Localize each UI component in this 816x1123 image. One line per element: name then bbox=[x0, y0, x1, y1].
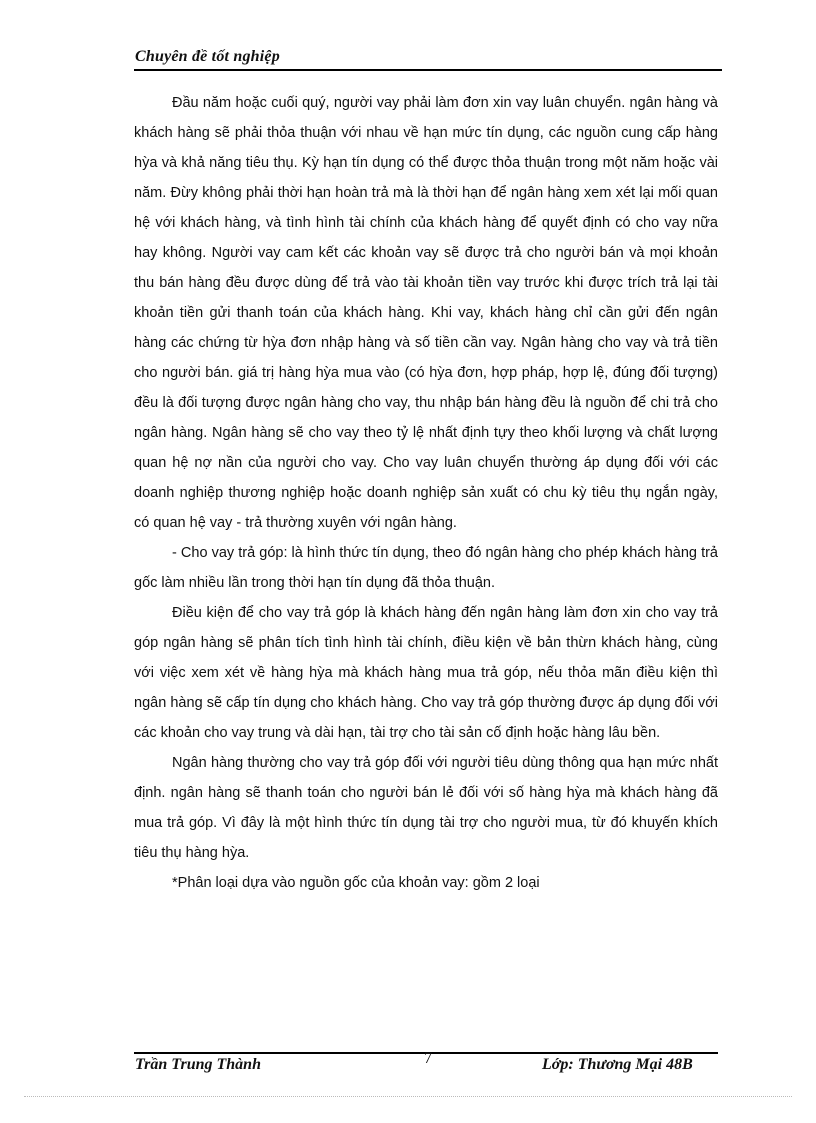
footer-class: Lớp: Thương Mại 48B bbox=[542, 1056, 693, 1073]
paragraph-installment-definition: - Cho vay trả góp: là hình thức tín dụng, theo đó ngân hàng cho phép khách hàng trả gốc làm nhiều lần trong thời hạn tín dụng đã thỏa thuận. bbox=[134, 545, 718, 591]
document-body bbox=[134, 88, 718, 898]
header-divider bbox=[134, 69, 722, 71]
paragraph-classification: *Phân loại dựa vào nguồn gốc của khoản vay: gồm 2 loại bbox=[172, 875, 540, 891]
page-boundary bbox=[24, 1096, 792, 1097]
paragraph-consumer-installment: Ngân hàng thường cho vay trả góp đối với người tiêu dùng thông qua hạn mức nhất định. ngân hàng sẽ thanh toán cho người bán lẻ đối với số hàng hỳa mà khách hàng đã mua trả góp. Vì đây là một hình thức tín dụng tài trợ cho người mua, từ đó khuyến khích tiêu thụ hàng hỳa. bbox=[134, 755, 718, 861]
page-number: 7 bbox=[424, 1050, 432, 1067]
document-header-title: Chuyên đề tốt nghiệp bbox=[135, 48, 280, 65]
paragraph-revolving-loan: Đầu năm hoặc cuối quý, người vay phải làm đơn xin vay luân chuyển. ngân hàng và khách hàng sẽ phải thỏa thuận với nhau về hạn mức tín dụng, các nguồn cung cấp hàng hỳa và khả năng tiêu thụ. Kỳ hạn tín dụng có thể được thỏa thuận trong một năm hoặc vài năm. Đừy không phải thời hạn hoàn trả mà là thời hạn để ngân hàng xem xét lại mối quan hệ với khách hàng, và tình hình tài chính của khách hàng để quyết định có cho vay nữa hay không. Người vay cam kết các khoản vay sẽ được trả cho người bán và mọi khoản thu bán hàng đều được dùng để trả vào tài khoản tiền vay trước khi được trích trả lại tài khoản tiền gửi thanh toán của khách hàng. Khi vay, khách hàng chỉ cần gửi đến ngân hàng các chứng từ hỳa đơn nhập hàng và số tiền cần vay. Ngân hàng cho vay và trả tiền cho người bán. giá trị hàng hỳa mua vào (có hỳa đơn, hợp pháp, hợp lệ, đúng đối tượng) đều là đối tượng được ngân hàng cho vay, thu nhập bán hàng đều là nguồn để chi trả cho ngân hàng. Ngân hàng sẽ cho vay theo tỷ lệ nhất định tựy theo khối lượng và chất lượng quan hệ nợ nần của người cho vay. Cho vay luân chuyển thường áp dụng đối với các doanh nghiệp thương nghiệp hoặc doanh nghiệp sản xuất có chu kỳ tiêu thụ ngắn ngày, có quan hệ vay - trả thường xuyên với ngân hàng. bbox=[134, 95, 718, 531]
footer-author: Trần Trung Thành bbox=[135, 1056, 261, 1073]
paragraph-installment-conditions: Điều kiện để cho vay trả góp là khách hàng đến ngân hàng làm đơn xin cho vay trả góp ngân hàng sẽ phân tích tình hình tài chính, điều kiện về bản thừn khách hàng, cùng với việc xem xét về hàng hỳa mà khách hàng mua trả góp, nếu thỏa mãn điều kiện thì ngân hàng sẽ cấp tín dụng cho khách hàng. Cho vay trả góp thường được áp dụng đối với các khoản cho vay trung và dài hạn, tài trợ cho tài sản cố định hoặc hàng lâu bền. bbox=[134, 605, 718, 741]
